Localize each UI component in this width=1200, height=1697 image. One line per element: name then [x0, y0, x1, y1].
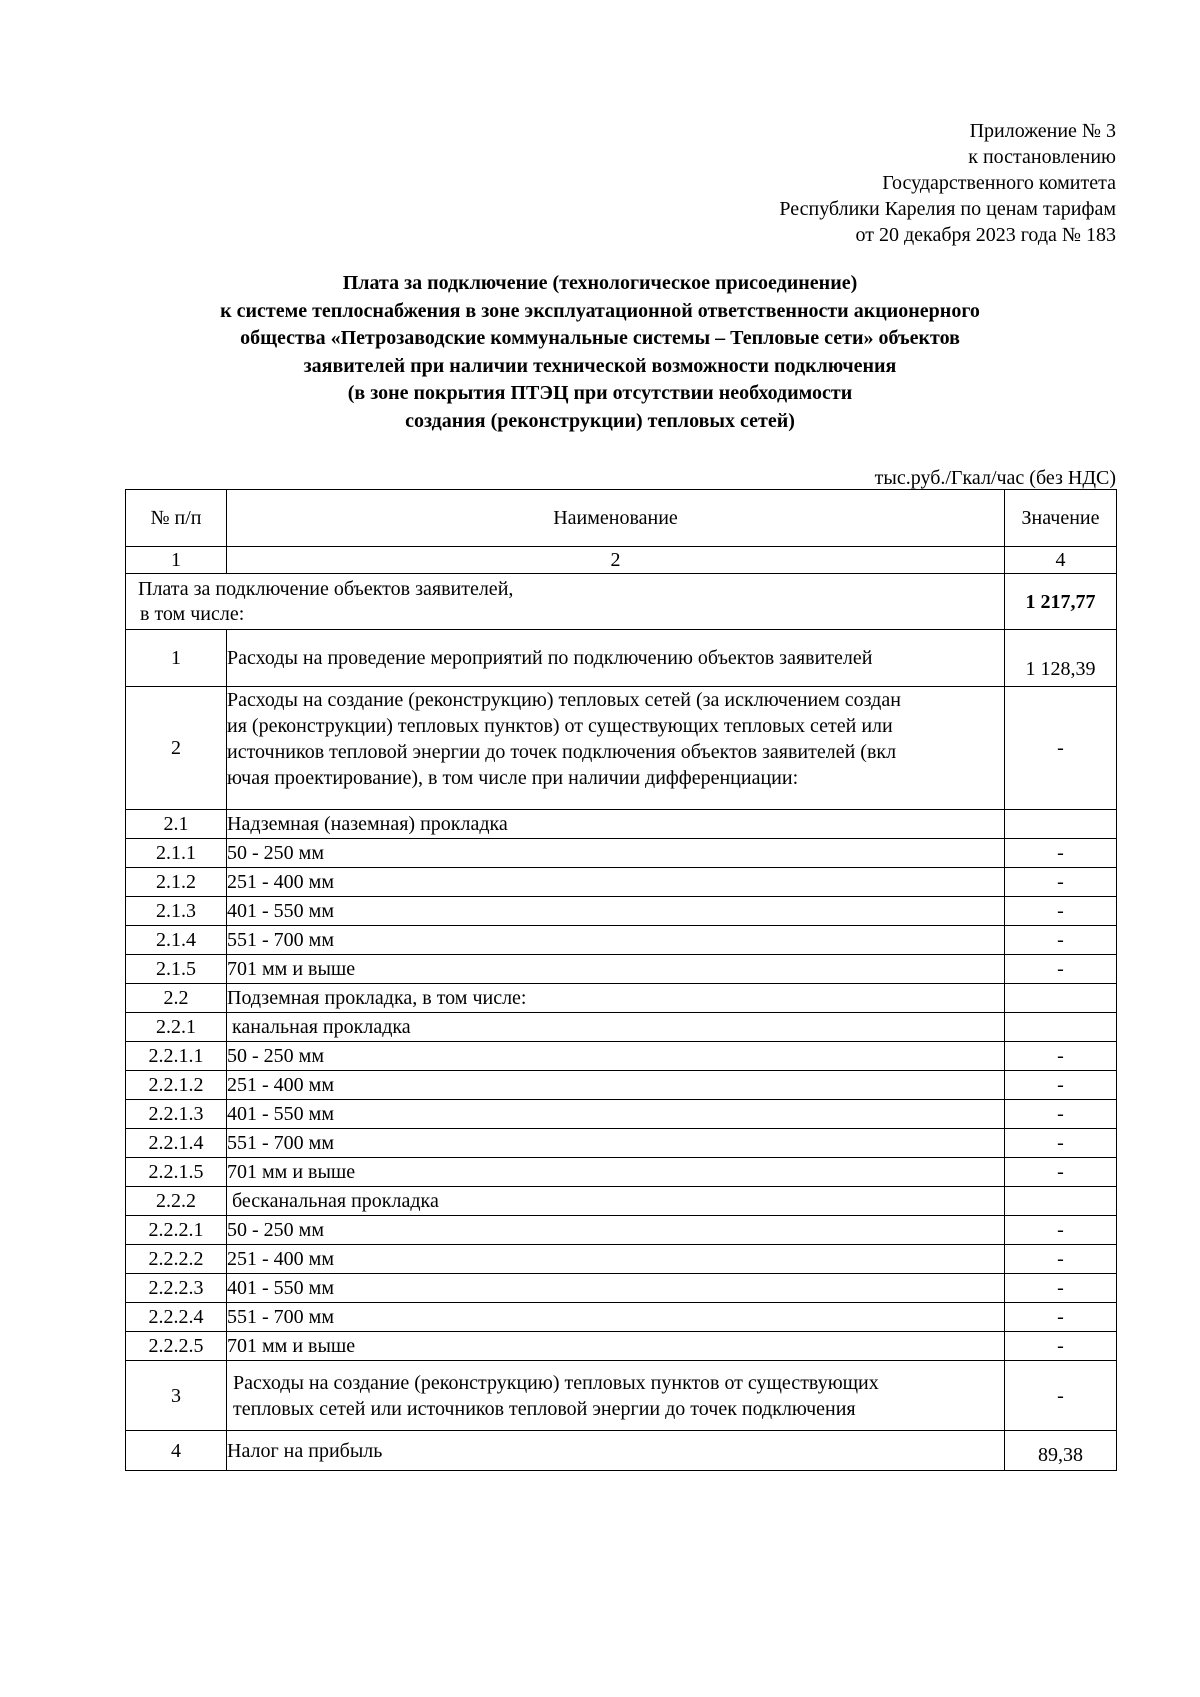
row-value: 1 128,39: [1005, 630, 1117, 687]
table-row: [126, 1100, 1117, 1129]
table-row: [126, 630, 1117, 687]
table-row: [126, 1332, 1117, 1361]
row-value: -: [1005, 1303, 1117, 1332]
row-number: 2.2.1.4: [126, 1129, 227, 1158]
row-value: [1005, 1187, 1117, 1216]
row-name: Расходы на проведение мероприятий по подключению объектов заявителей: [227, 630, 1005, 687]
row-value: -: [1005, 1129, 1117, 1158]
row-value: -: [1005, 1100, 1117, 1129]
table-row: [126, 984, 1117, 1013]
title-line: Плата за подключение (технологическое присоединение): [342, 272, 858, 294]
row-value: -: [1005, 1361, 1117, 1431]
row-name: 401 - 550 мм: [227, 1100, 1005, 1129]
title-line: общества «Петрозаводские коммунальные системы – Тепловые сети» объектов: [240, 327, 960, 349]
title-line: заявителей при наличии технической возможности подключения: [303, 354, 897, 377]
row-name: 551 - 700 мм: [227, 1129, 1005, 1158]
row-name: бесканальная прокладка: [227, 1187, 1005, 1216]
title-line: (в зоне покрытия ПТЭЦ при отсутствии необходимости: [347, 382, 853, 404]
row-value: -: [1005, 868, 1117, 897]
table-row: [126, 839, 1117, 868]
row-number: 2.2: [126, 984, 227, 1013]
index-cell: 4: [1005, 547, 1117, 574]
row-number: 2.1.2: [126, 868, 227, 897]
row-value: -: [1005, 1158, 1117, 1187]
row-name: 701 мм и выше: [227, 1158, 1005, 1187]
table-row: [126, 810, 1117, 839]
appendix-line: к постановлению: [968, 146, 1116, 168]
table-row: [126, 1274, 1117, 1303]
table-row: [126, 1303, 1117, 1332]
total-label-line: в том числе:: [140, 602, 245, 625]
row-number: 2.1.5: [126, 955, 227, 984]
table-row: [126, 1013, 1117, 1042]
row-number: 2: [126, 687, 227, 810]
row-name: 401 - 550 мм: [227, 1274, 1005, 1303]
row-number: 2.2.2.4: [126, 1303, 227, 1332]
table-row: [126, 955, 1117, 984]
row-value: -: [1005, 1071, 1117, 1100]
row-name: 50 - 250 мм: [227, 1216, 1005, 1245]
row-name: 701 мм и выше: [227, 955, 1005, 984]
row-number: 2.2.1.3: [126, 1100, 227, 1129]
appendix-line: от 20 декабря 2023 года № 183: [855, 224, 1116, 246]
table-row: [126, 1042, 1117, 1071]
row-name: 251 - 400 мм: [227, 868, 1005, 897]
row-value: -: [1005, 955, 1117, 984]
row-number: 2.1.4: [126, 926, 227, 955]
row-number: 4: [126, 1431, 227, 1471]
row-value: -: [1005, 1216, 1117, 1245]
row-number: 1: [126, 630, 227, 687]
appendix-line: Приложение № 3: [969, 120, 1116, 142]
row-value: [1005, 984, 1117, 1013]
table-row: [126, 1245, 1117, 1274]
row-number: 2.1.1: [126, 839, 227, 868]
table-row: [126, 1431, 1117, 1471]
header-row: [126, 490, 1117, 547]
row-name: [227, 1361, 1005, 1431]
table-row: [126, 897, 1117, 926]
row-name: [227, 687, 1005, 810]
row-number: 2.1.3: [126, 897, 227, 926]
row-value: -: [1005, 1245, 1117, 1274]
row-number: 2.2.2: [126, 1187, 227, 1216]
header-name: Наименование: [227, 490, 1005, 547]
row-name-line: источников тепловой энергии до точек подключения объектов заявителей (вкл: [227, 741, 897, 763]
row-name-line: Расходы на создание (реконструкцию) тепловых пунктов от существующих: [233, 1371, 879, 1394]
row-value: -: [1005, 1274, 1117, 1303]
row-value: 89,38: [1005, 1431, 1117, 1471]
row-value: [1005, 1013, 1117, 1042]
total-label-line: Плата за подключение объектов заявителей,: [138, 577, 514, 600]
row-number: 2.2.1.1: [126, 1042, 227, 1071]
table-row: [126, 868, 1117, 897]
row-name: Налог на прибыль: [227, 1431, 1005, 1471]
row-number: 2.2.1.2: [126, 1071, 227, 1100]
index-cell: 2: [227, 547, 1005, 574]
row-number: 3: [126, 1361, 227, 1431]
row-name: 50 - 250 мм: [227, 839, 1005, 868]
row-name-line: ия (реконструкции) тепловых пунктов) от существующих тепловых сетей или: [227, 715, 893, 737]
header-num: № п/п: [126, 490, 227, 547]
appendix-line: Государственного комитета: [882, 172, 1116, 194]
header-value: Значение: [1005, 490, 1117, 547]
appendix-line: Республики Карелия по ценам тарифам: [779, 198, 1116, 220]
row-name-line: Расходы на создание (реконструкцию) тепловых сетей (за исключением создан: [227, 689, 901, 711]
row-name: 50 - 250 мм: [227, 1042, 1005, 1071]
row-value: -: [1005, 1332, 1117, 1361]
document-title: [0, 270, 1200, 435]
column-index-row: [126, 547, 1117, 574]
index-cell: 1: [126, 547, 227, 574]
row-number: 2.2.1: [126, 1013, 227, 1042]
row-value: [1005, 810, 1117, 839]
row-name: 701 мм и выше: [227, 1332, 1005, 1361]
row-value: -: [1005, 687, 1117, 810]
row-number: 2.2.2.5: [126, 1332, 227, 1361]
row-number: 2.2.2.3: [126, 1274, 227, 1303]
row-value: -: [1005, 897, 1117, 926]
row-name: 251 - 400 мм: [227, 1245, 1005, 1274]
total-value: 1 217,77: [1005, 574, 1117, 630]
tariff-table: [125, 489, 1117, 1471]
appendix-block: [779, 118, 1116, 248]
units-label: тыс.руб./Гкал/час (без НДС): [874, 467, 1116, 489]
table-row: [126, 1216, 1117, 1245]
table-row: [126, 687, 1117, 810]
row-name: 551 - 700 мм: [227, 1303, 1005, 1332]
table-row: [126, 926, 1117, 955]
row-name: Надземная (наземная) прокладка: [227, 810, 1005, 839]
table-row: [126, 1129, 1117, 1158]
row-name-line: тепловых сетей или источников тепловой энергии до точек подключения: [233, 1397, 856, 1420]
row-number: 2.2.2.2: [126, 1245, 227, 1274]
row-value: -: [1005, 839, 1117, 868]
row-name: 551 - 700 мм: [227, 926, 1005, 955]
row-name-line: ючая проектирование), в том числе при наличии дифференциации:: [227, 767, 799, 789]
row-value: -: [1005, 1042, 1117, 1071]
table-row: [126, 1187, 1117, 1216]
table-row: [126, 1361, 1117, 1431]
total-label: [126, 574, 1005, 630]
title-line: к системе теплоснабжения в зоне эксплуатационной ответственности акционерного: [220, 299, 980, 322]
row-name: Подземная прокладка, в том числе:: [227, 984, 1005, 1013]
row-name: 251 - 400 мм: [227, 1071, 1005, 1100]
row-name: канальная прокладка: [227, 1013, 1005, 1042]
row-number: 2.2.1.5: [126, 1158, 227, 1187]
table-row: [126, 1158, 1117, 1187]
row-name: 401 - 550 мм: [227, 897, 1005, 926]
row-value: -: [1005, 926, 1117, 955]
title-line: создания (реконструкции) тепловых сетей): [405, 409, 795, 432]
table-row: [126, 1071, 1117, 1100]
total-row: [126, 574, 1117, 630]
row-number: 2.2.2.1: [126, 1216, 227, 1245]
row-number: 2.1: [126, 810, 227, 839]
